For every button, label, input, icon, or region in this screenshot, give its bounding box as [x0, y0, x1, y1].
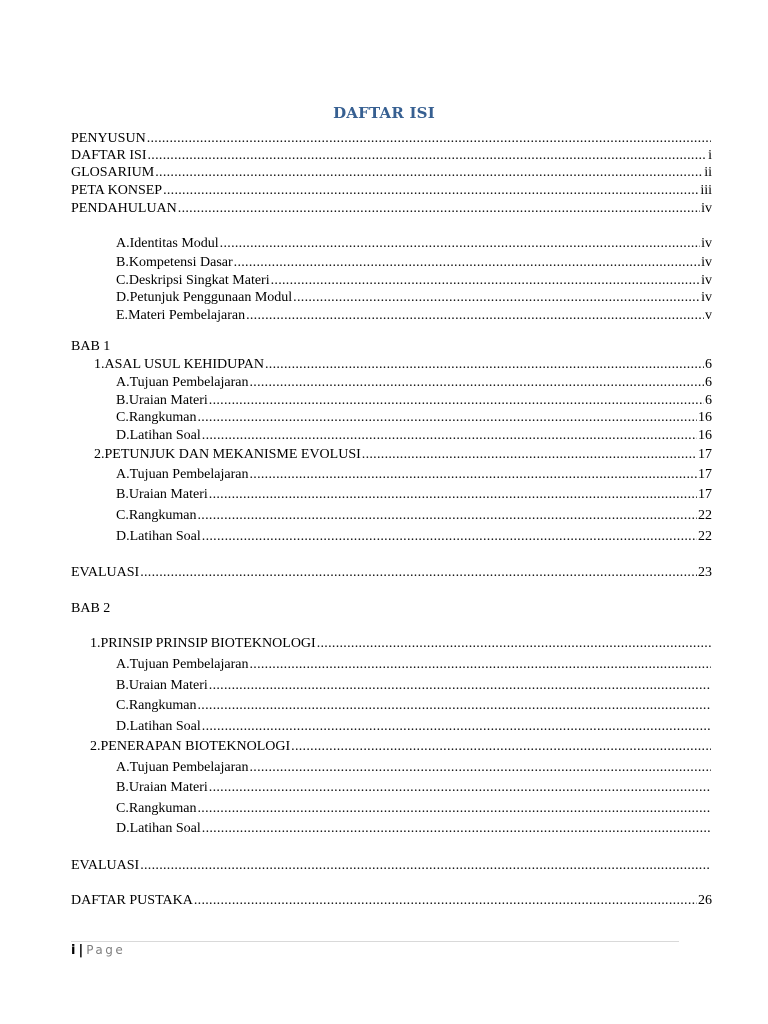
toc-entry-leader — [246, 307, 704, 324]
footer-divider — [71, 941, 679, 942]
toc-entry — [116, 697, 712, 714]
toc-entry — [71, 130, 712, 147]
toc-entry-leader — [163, 182, 699, 199]
toc-entry-label: Tujuan Pembelajaran — [129, 375, 249, 390]
toc-entry-leader — [249, 374, 704, 391]
toc-entry-page: 22 — [698, 508, 712, 523]
toc-entry-label: Rangkuman — [128, 508, 197, 523]
toc-entry-page: i — [708, 148, 712, 163]
toc-entry-leader — [234, 254, 700, 271]
toc-entry-label: ASAL USUL KEHIDUPAN — [104, 357, 264, 372]
toc-entry-label: Uraian Materi — [128, 393, 208, 408]
toc-entry-number: A. — [116, 236, 130, 251]
toc-entry-number: D. — [116, 529, 130, 544]
toc-entry-page: iii — [700, 183, 712, 198]
toc-entry-number: C. — [116, 508, 129, 523]
toc-entry — [71, 182, 712, 199]
toc-entry — [116, 466, 712, 483]
footer-page-number: i — [71, 943, 76, 958]
toc-entry-leader — [198, 507, 698, 524]
toc-entry-page: 22 — [698, 529, 712, 544]
toc-entry — [116, 800, 712, 817]
toc-entry — [71, 564, 712, 581]
toc-entry-leader — [249, 656, 711, 673]
toc-entry-label: Deskripsi Singkat Materi — [128, 273, 270, 288]
toc-entry-label: Rangkuman — [128, 698, 197, 713]
toc-entry-label: Uraian Materi — [128, 487, 208, 502]
toc-entry — [116, 272, 712, 289]
toc-entry-label: Kompetensi Dasar — [128, 255, 233, 270]
toc-entry-leader — [291, 738, 711, 755]
toc-entry-page: 16 — [698, 410, 712, 425]
toc-entry-number: A. — [116, 467, 130, 482]
toc-entry — [116, 718, 712, 735]
toc-entry-label: Rangkuman — [128, 410, 197, 425]
toc-entry-label: BAB 2 — [71, 601, 111, 616]
toc-entry-number: B. — [116, 393, 129, 408]
toc-entry-number: C. — [116, 273, 129, 288]
footer-separator: | — [78, 943, 84, 958]
toc-entry — [116, 820, 712, 837]
toc-entry-label: PENYUSUN — [71, 131, 146, 146]
toc-entry-number: A. — [116, 760, 130, 775]
toc-entry-page: 6 — [705, 393, 712, 408]
toc-entry-label: EVALUASI — [71, 858, 140, 873]
toc-entry — [90, 635, 712, 652]
toc-entry-label: Latihan Soal — [129, 719, 201, 734]
toc-entry-leader — [148, 147, 708, 164]
toc-entry-leader — [209, 677, 711, 694]
toc-entry-page: 17 — [698, 487, 712, 502]
toc-entry-leader — [140, 857, 711, 874]
toc-entry — [90, 738, 712, 755]
toc-entry-label: Latihan Soal — [129, 821, 201, 836]
toc-entry-leader — [198, 697, 712, 714]
toc-entry-number: B. — [116, 255, 129, 270]
toc-entry-number: 2. — [94, 447, 105, 462]
toc-entry-leader — [202, 820, 711, 837]
toc-entry — [116, 392, 712, 409]
toc-entry-label: PETUNJUK DAN MEKANISME EVOLUSI — [104, 447, 361, 462]
toc-entry — [116, 779, 712, 796]
toc-entry-leader — [202, 718, 711, 735]
toc-entry — [116, 289, 712, 306]
toc-entry — [71, 164, 712, 181]
toc-entry — [116, 759, 712, 776]
toc-entry-label: Latihan Soal — [129, 529, 201, 544]
toc-entry-leader — [194, 892, 697, 909]
footer-page-label: Page — [86, 943, 126, 957]
page-title: DAFTAR ISI — [333, 104, 435, 122]
toc-entry-leader — [249, 466, 697, 483]
toc-entry — [116, 254, 712, 271]
toc-entry-label: PETA KONSEP — [71, 183, 163, 198]
toc-entry-leader — [202, 528, 697, 545]
toc-entry-number: D. — [116, 719, 130, 734]
toc-entry-leader — [147, 130, 711, 147]
toc-entry-page: 6 — [705, 357, 712, 372]
toc-entry-label: Tujuan Pembelajaran — [129, 657, 249, 672]
toc-entry-label: Petunjuk Penggunaan Modul — [129, 290, 293, 305]
toc-entry-label: PRINSIP PRINSIP BIOTEKNOLOGI — [100, 636, 316, 651]
toc-entry — [116, 235, 712, 252]
toc-entry — [71, 857, 712, 874]
toc-entry — [116, 656, 712, 673]
toc-entry-page: iv — [701, 201, 712, 216]
toc-entry-label: PENERAPAN BIOTEKNOLOGI — [100, 739, 291, 754]
toc-entry-leader — [140, 564, 697, 581]
toc-entry-leader — [209, 486, 697, 503]
toc-entry-label: DAFTAR PUSTAKA — [71, 893, 193, 908]
toc-entry-leader — [293, 289, 700, 306]
toc-entry — [116, 507, 712, 524]
toc-entry-leader — [271, 272, 701, 289]
toc-entry-label: Identitas Modul — [129, 236, 219, 251]
toc-entry-page: 17 — [698, 447, 712, 462]
toc-entry-page: 23 — [698, 565, 712, 580]
toc-entry-leader — [265, 356, 704, 373]
toc-entry-label: Materi Pembelajaran — [128, 308, 246, 323]
toc-entry-page: 26 — [698, 893, 712, 908]
toc-entry-page: 16 — [698, 428, 712, 443]
toc-entry-page: 17 — [698, 467, 712, 482]
toc-entry-leader — [178, 200, 700, 217]
toc-entry-leader — [249, 759, 711, 776]
toc-entry-number: 2. — [90, 739, 101, 754]
toc-entry-label: Rangkuman — [128, 801, 197, 816]
toc-entry-leader — [362, 446, 697, 463]
toc-entry-number: B. — [116, 487, 129, 502]
toc-entry-number: C. — [116, 410, 129, 425]
toc-entry-number: B. — [116, 678, 129, 693]
toc-entry-label: Tujuan Pembelajaran — [129, 760, 249, 775]
toc-entry — [116, 677, 712, 694]
toc-entry-number: D. — [116, 428, 130, 443]
toc-entry — [71, 600, 712, 617]
toc-entry-page: iv — [701, 236, 712, 251]
toc-entry-page: iv — [701, 273, 712, 288]
toc-entry-number: C. — [116, 801, 129, 816]
toc-entry-leader — [317, 635, 711, 652]
toc-entry-label: GLOSARIUM — [71, 165, 155, 180]
toc-entry-label: Uraian Materi — [128, 678, 208, 693]
toc-entry-leader — [202, 427, 697, 444]
toc-entry-label: Tujuan Pembelajaran — [129, 467, 249, 482]
toc-entry-number: B. — [116, 780, 129, 795]
toc-entry-leader — [198, 409, 698, 426]
toc-entry-number: A. — [116, 375, 130, 390]
toc-entry-number: D. — [116, 290, 130, 305]
toc-entry-leader — [220, 235, 700, 252]
toc-entry — [71, 200, 712, 217]
toc-entry — [94, 356, 712, 373]
toc-entry-page: iv — [701, 290, 712, 305]
toc-entry — [116, 307, 712, 324]
toc-entry — [116, 427, 712, 444]
toc-entry-leader — [155, 164, 703, 181]
toc-entry-number: D. — [116, 821, 130, 836]
toc-entry — [116, 486, 712, 503]
toc-entry-number: 1. — [94, 357, 105, 372]
toc-entry-label: PENDAHULUAN — [71, 201, 177, 216]
toc-entry-page: v — [705, 308, 712, 323]
toc-entry-leader — [209, 779, 711, 796]
page-footer — [71, 943, 125, 958]
toc-entry — [116, 374, 712, 391]
toc-entry-page: iv — [701, 255, 712, 270]
toc-entry-label: BAB 1 — [71, 339, 111, 354]
toc-entry — [94, 446, 712, 463]
toc-entry-label: Latihan Soal — [129, 428, 201, 443]
toc-entry — [116, 409, 712, 426]
toc-entry-label: EVALUASI — [71, 565, 140, 580]
toc-entry-page: ii — [704, 165, 712, 180]
toc-entry — [116, 528, 712, 545]
toc-entry — [71, 338, 712, 355]
toc-entry-number: 1. — [90, 636, 101, 651]
toc-entry-label: DAFTAR ISI — [71, 148, 147, 163]
toc-entry-leader — [209, 392, 704, 409]
toc-entry-number: E. — [116, 308, 129, 323]
toc-entry-label: Uraian Materi — [128, 780, 208, 795]
toc-entry-number: C. — [116, 698, 129, 713]
toc-entry-number: A. — [116, 657, 130, 672]
toc-entry-leader — [198, 800, 712, 817]
toc-entry — [71, 892, 712, 909]
toc-entry — [71, 147, 712, 164]
toc-entry-page: 6 — [705, 375, 712, 390]
